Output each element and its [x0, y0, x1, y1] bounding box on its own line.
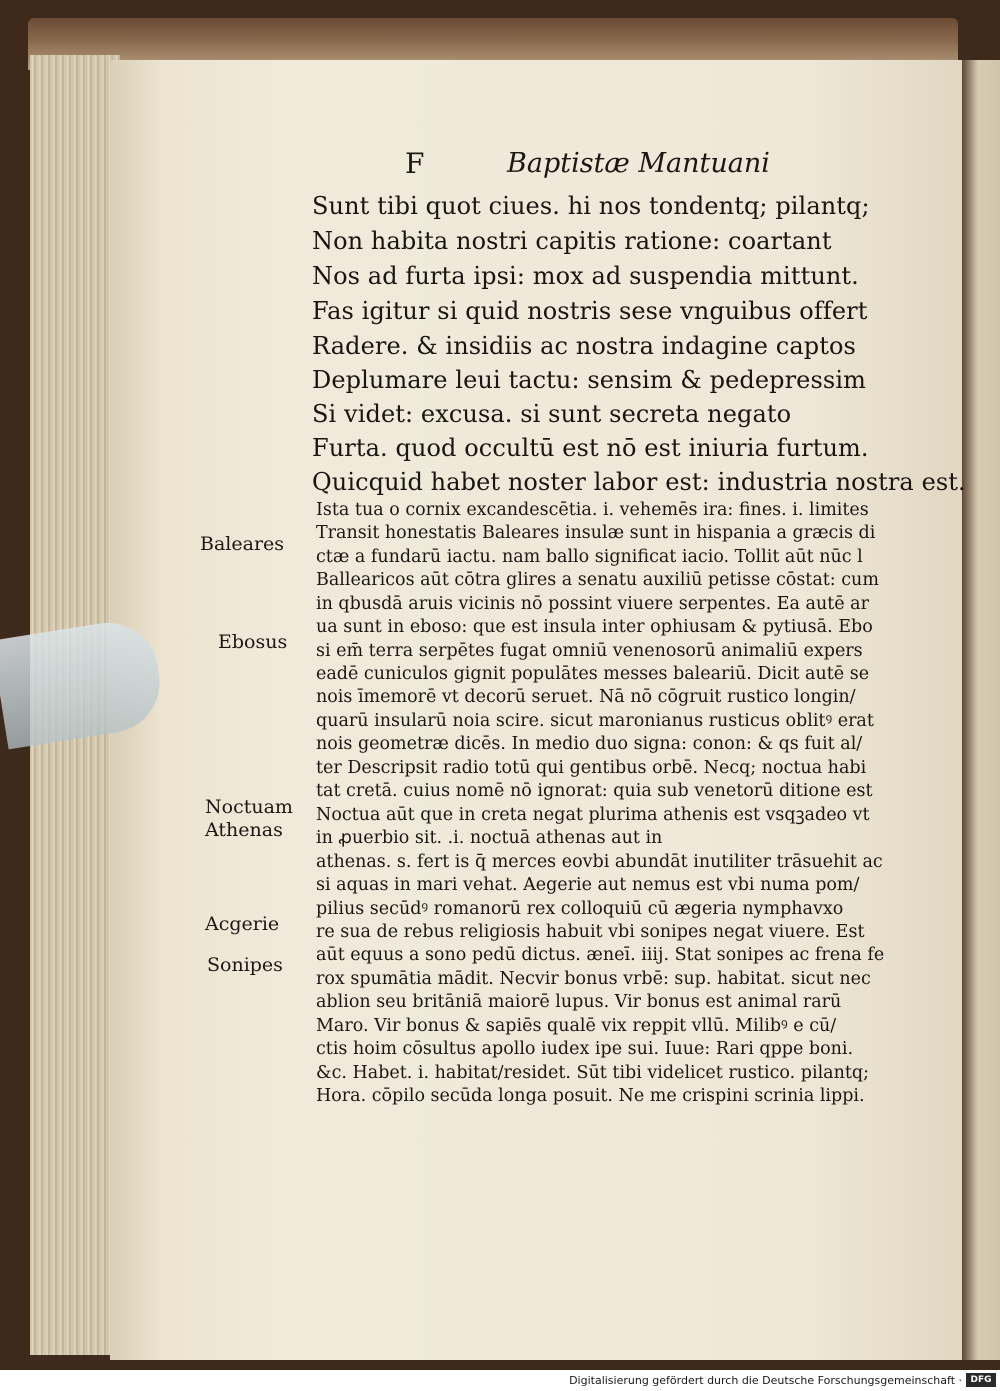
- margin-note-baleares: Baleares: [200, 533, 285, 555]
- verse-line: Quicquid habet noster labor est: industria nostra est.: [312, 468, 966, 496]
- commentary-line: &c. Habet. i. habitat/residet. Sūt tibi videlicet rustico. pilantq;: [316, 1063, 870, 1083]
- commentary-line: athenas. s. fert is q̄ merces eovbi abundāt inutiliter trāsuehit ac: [316, 852, 883, 872]
- commentary-line: Maro. Vir bonus & sapiēs qualē vix reppit vllū. Milibꝰ e cū/: [316, 1016, 837, 1036]
- commentary-line: si em̄ terra serpētes fugat omniū venenosorū animaliū expers: [316, 641, 863, 661]
- margin-note-ebosus: Ebosus: [218, 631, 288, 653]
- signature-mark: F: [405, 147, 425, 180]
- commentary-line: ter Descripsit radio totū qui gentibus orbē. Necq; noctua habi: [316, 758, 867, 778]
- commentary-line: aūt equus a sono pedū dictus. æneī. iiij. Stat sonipes ac frena fe: [316, 945, 885, 965]
- commentary-line: eadē cuniculos gignit populātes messes baleariū. Dicit autē se: [316, 664, 870, 684]
- margin-note-aegerie: Acgerie: [205, 913, 280, 935]
- verse-line: Nos ad furta ipsi: mox ad suspendia mittunt.: [312, 262, 859, 290]
- commentary-line: pilius secūdꝰ romanorū rex colloquiū cū ægeria nymphavxo: [316, 899, 844, 919]
- commentary-line: tat cretā. cuius nomē nō ignorat: quia sub venetorū ditione est: [316, 781, 873, 801]
- commentary-line: in ꝓuerbio sit. .i. noctuā athenas aut in: [316, 828, 663, 848]
- running-title: Baptistæ Mantuani: [507, 148, 770, 179]
- verse-line: Si videt: excusa. si sunt secreta negato: [312, 400, 792, 428]
- commentary-line: si aquas in mari vehat. Aegerie aut nemus est vbi numa pom/: [316, 875, 860, 895]
- commentary-line: re sua de rebus religiosis habuit vbi sonipes negat viuere. Est: [316, 922, 865, 942]
- verse-line: Deplumare leui tactu: sensim & pedepressim: [312, 366, 866, 394]
- margin-note-athenas: Athenas: [205, 819, 283, 841]
- commentary-line: ctis hoim cōsultus apollo iudex ipe sui. Iuue: Rari qppe boni.: [316, 1039, 854, 1059]
- commentary-line: ua sunt in eboso: que est insula inter ophiusam & pytiusā. Ebo: [316, 617, 873, 637]
- verse-line: Fas igitur si quid nostris sese vnguibus offert: [312, 297, 868, 325]
- margin-note-sonipes: Sonipes: [207, 954, 283, 976]
- commentary-line: ctæ a fundarū iactu. nam ballo significat iacio. Tollit aūt nūc l: [316, 547, 863, 567]
- commentary-line: ablion seu britāniā maiorē lupus. Vir bonus est animal rarū: [316, 992, 842, 1012]
- verse-line: Furta. quod occultū est nō est iniuria furtum.: [312, 434, 869, 462]
- commentary-line: Transit honestatis Baleares insulæ sunt in hispania a græcis di: [316, 523, 876, 543]
- commentary-line: Hora. cōpilo secūda longa posuit. Ne me crispini scrinia lippi.: [316, 1086, 865, 1106]
- facing-page-edge: [962, 60, 1000, 1360]
- commentary-line: nois geometræ dicēs. In medio duo signa: conon: & qs fuit al/: [316, 734, 863, 754]
- funding-credit: Digitalisierung gefördert durch die Deutsche Forschungsgemeinschaft ·: [569, 1374, 962, 1387]
- margin-note-noctuam: Noctuam: [205, 796, 293, 818]
- verse-line: Non habita nostri capitis ratione: coartant: [312, 227, 832, 255]
- commentary-line: Noctua aūt que in creta negat plurima athenis est vsqꝫadeo vt: [316, 805, 870, 825]
- commentary-line: nois īmemorē vt decorū seruet. Nā nō cōgruit rustico longin/: [316, 687, 856, 707]
- commentary-line: rox spumātia mādit. Necvir bonus vrbē: sup. habitat. sicut nec: [316, 969, 871, 989]
- commentary-line: quarū insularū noia scire. sicut maronianus rusticus oblitꝰ erat: [316, 711, 874, 731]
- commentary-line: in qbusdā aruis vicinis nō possint viuere serpentes. Ea autē ar: [316, 594, 869, 614]
- commentary-line: Ista tua o cornix excandescētia. i. vehemēs ira: fines. i. limites: [316, 500, 869, 520]
- dfg-logo: DFG: [966, 1373, 996, 1387]
- commentary-line: Ballearicos aūt cōtra glires a senatu auxiliū petisse cōstat: cum: [316, 570, 879, 590]
- verse-line: Radere. & insidiis ac nostra indagine captos: [312, 332, 856, 360]
- footer-bar: [0, 1370, 1000, 1391]
- verse-line: Sunt tibi quot ciues. hi nos tondentq; pilantq;: [312, 192, 870, 220]
